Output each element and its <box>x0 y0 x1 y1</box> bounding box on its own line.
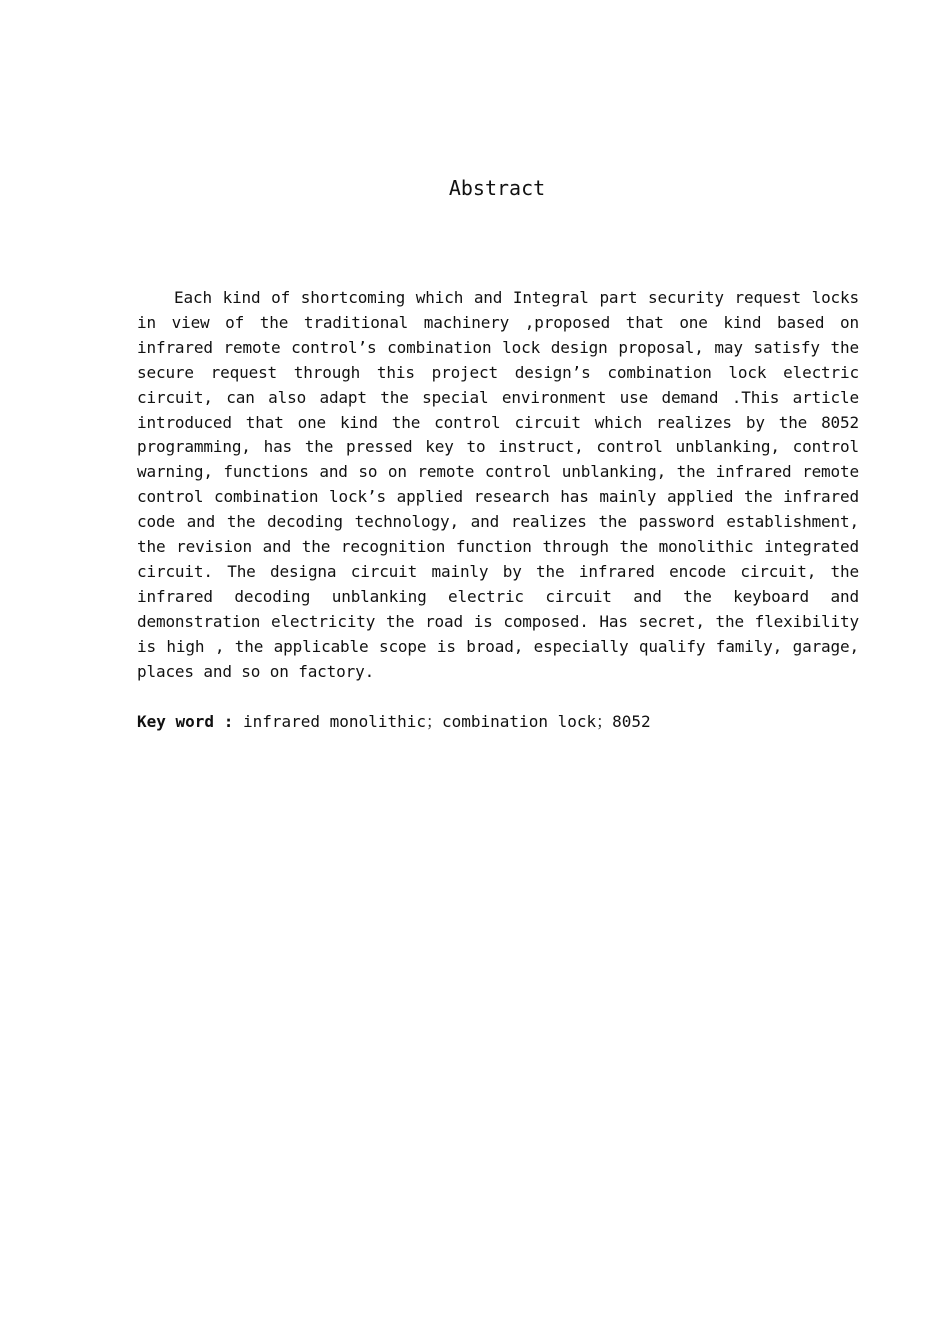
keywords-value: infrared monolithic；combination lock；8052 <box>242 712 651 731</box>
keywords-label: Key word : <box>137 712 234 731</box>
abstract-title: Abstract <box>448 176 546 200</box>
abstract-body: Each kind of shortcoming which and Integral part security request locks in view of the traditional machinery ,proposed that one kind based on infrared remote control’s combination lock design proposal, may satisfy the secure request through this project design’s combination lock electric circuit, can also adapt the special environment use demand .This article introduced that one kind the control circuit which realizes by the 8052 programming, has the pressed key to instruct, control unblanking, control warning, functions and so on remote control unblanking, the infrared remote control combination lock’s applied research has mainly applied the infrared code and the decoding technology, and realizes the password establishment, the revision and the recognition function through the monolithic integrated circuit. The designa circuit mainly by the infrared encode circuit, the infrared decoding unblanking electric circuit and the keyboard and demonstration electricity the road is composed. Has secret, the flexibility is high , the applicable scope is broad, especially qualify family, garage, places and so on factory. <box>137 288 859 681</box>
keywords-line <box>137 710 859 734</box>
